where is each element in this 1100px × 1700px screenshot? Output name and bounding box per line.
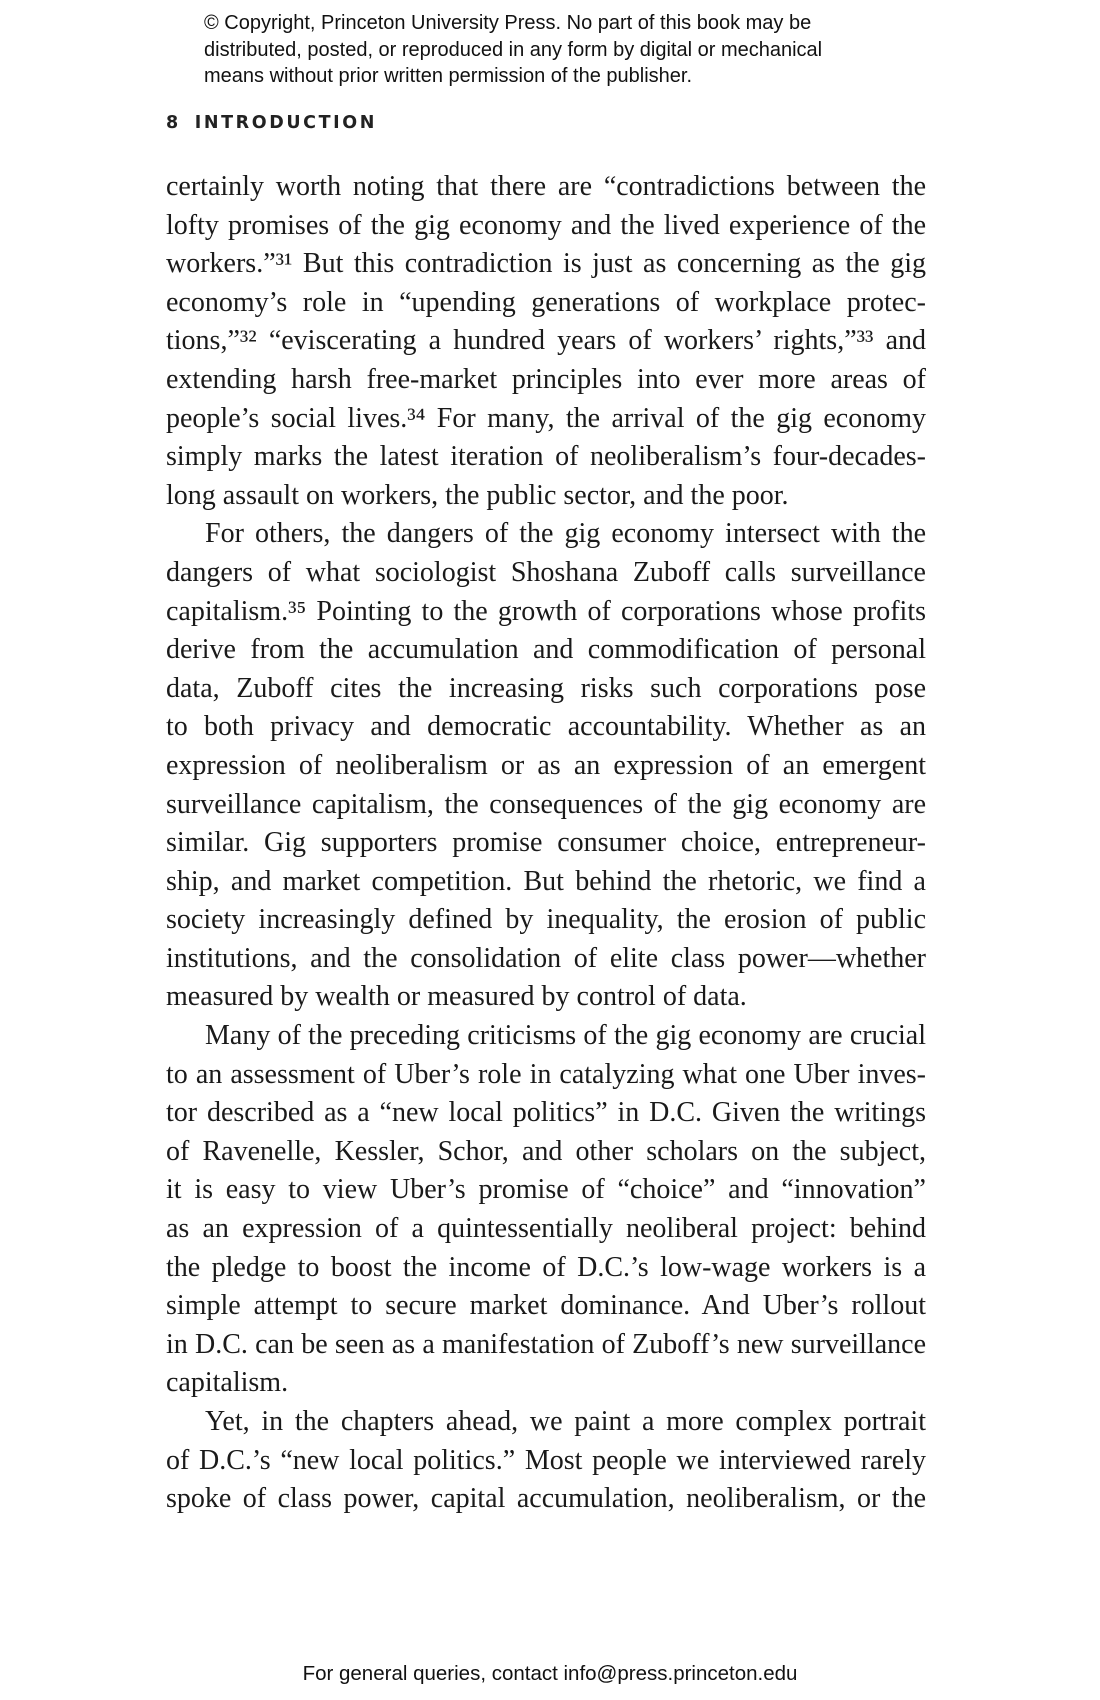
text-line: spoke of class power, capital accumulation, neoliberalism, or the <box>166 1483 926 1515</box>
text-line: to an assessment of Uber’s role in catalyzing what one Uber inves- <box>166 1058 926 1090</box>
page-number: 8 <box>166 113 181 133</box>
text-line: measured by wealth or measured by control of data. <box>166 981 747 1013</box>
text-line: workers.”³¹ But this contradiction is just as concerning as the gig <box>166 248 926 280</box>
text-line: derive from the accumulation and commodification of personal <box>166 634 926 666</box>
text-line: Many of the preceding criticisms of the gig economy are crucial <box>205 1020 926 1052</box>
text-line: of Ravenelle, Kessler, Schor, and other scholars on the subject, <box>166 1135 926 1167</box>
running-head <box>166 113 377 133</box>
text-line: lofty promises of the gig economy and the lived experience of the <box>166 209 926 241</box>
body-text <box>166 168 926 1519</box>
text-line: tions,”³² “eviscerating a hundred years of workers’ rights,”³³ and <box>166 325 926 357</box>
text-line: in D.C. can be seen as a manifestation of Zuboff’s new surveillance <box>166 1328 926 1360</box>
text-line: to both privacy and democratic accountability. Whether as an <box>166 711 926 743</box>
text-line: capitalism. <box>166 1367 289 1399</box>
text-line: Yet, in the chapters ahead, we paint a more complex portrait <box>205 1406 926 1437</box>
copyright-line: © Copyright, Princeton University Press. No part of this book may be <box>204 12 812 34</box>
text-line: capitalism.³⁵ Pointing to the growth of corporations whose profits <box>166 595 926 627</box>
text-line: For others, the dangers of the gig economy intersect with the <box>205 518 926 550</box>
text-line: as an expression of a quintessentially neoliberal project: behind <box>166 1213 926 1245</box>
text-line: simply marks the latest iteration of neoliberalism’s four-decades- <box>166 441 926 473</box>
text-line: dangers of what sociologist Shoshana Zuboff calls surveillance <box>166 556 926 588</box>
copyright-notice <box>204 10 964 90</box>
copyright-line: means without prior written permission of the publisher. <box>204 65 693 87</box>
text-line: certainly worth noting that there are “contradictions between the <box>166 171 926 202</box>
text-line: institutions, and the consolidation of elite class power—whether <box>166 942 926 974</box>
copyright-line: distributed, posted, or reproduced in any form by digital or mechanical <box>204 38 823 61</box>
text-line: simple attempt to secure market dominance. And Uber’s rollout <box>166 1290 926 1322</box>
text-line: ship, and market competition. But behind the rhetoric, we find a <box>166 865 926 897</box>
text-line: society increasingly defined by inequality, the erosion of public <box>166 904 926 936</box>
text-line: tor described as a “new local politics” in D.C. Given the writings <box>166 1097 926 1129</box>
text-line: it is easy to view Uber’s promise of “choice” and “innovation” <box>166 1174 926 1206</box>
section-title: INTRODUCTION <box>194 113 377 133</box>
text-line: expression of neoliberalism or as an expression of an emergent <box>166 749 926 781</box>
text-line: data, Zuboff cites the increasing risks such corporations pose <box>166 672 926 704</box>
text-line: economy’s role in “upending generations of workplace protec- <box>166 286 926 318</box>
text-line: the pledge to boost the income of D.C.’s low-wage workers is a <box>166 1251 926 1283</box>
text-line: extending harsh free-market principles into ever more areas of <box>166 363 926 395</box>
footer-contact: For general queries, contact info@press.princeton.edu <box>302 1662 798 1685</box>
text-line: similar. Gig supporters promise consumer choice, entrepreneur- <box>166 827 926 859</box>
text-line: people’s social lives.³⁴ For many, the arrival of the gig economy <box>166 402 926 434</box>
text-line: long assault on workers, the public sector, and the poor. <box>166 479 789 511</box>
text-line: of D.C.’s “new local politics.” Most people we interviewed rarely <box>166 1444 926 1476</box>
text-line: surveillance capitalism, the consequences of the gig economy are <box>166 788 926 820</box>
